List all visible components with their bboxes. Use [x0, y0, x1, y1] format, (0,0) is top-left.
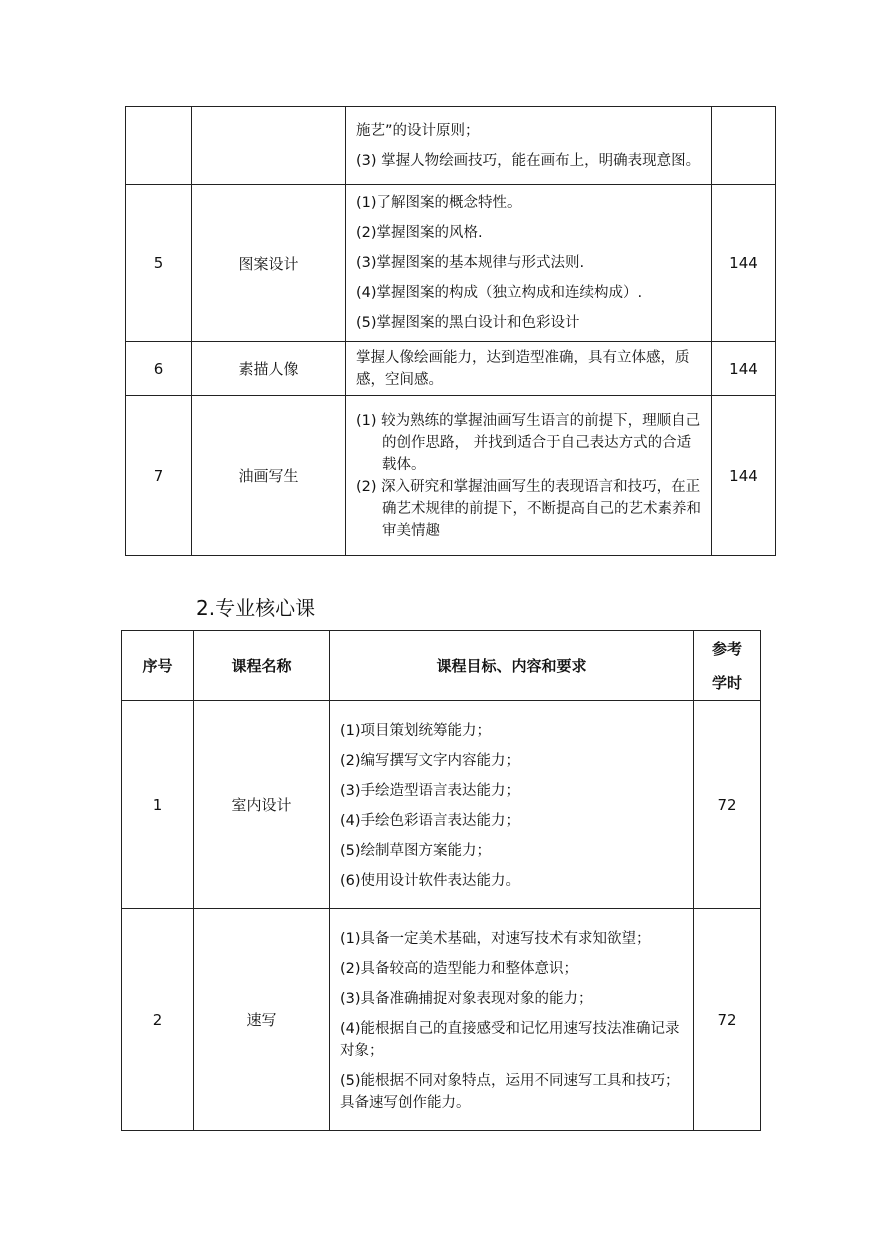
requirement-item: (1)了解图案的概念特性。 — [356, 195, 522, 211]
requirement-item: (1)项目策划统筹能力； — [340, 722, 492, 739]
course-requirements — [346, 185, 712, 342]
table-header-row — [122, 631, 761, 701]
requirement-item: (1)具备一定美术基础，对速写技术有求知欲望； — [340, 930, 651, 947]
header-course-name: 课程名称 — [194, 631, 330, 701]
header-hours-line1: 参考 — [711, 639, 742, 658]
requirement-item: (4)手绘色彩语言表达能力； — [340, 812, 521, 829]
table-row — [126, 396, 776, 556]
course-name: 油画写生 — [192, 396, 346, 556]
table-row — [126, 342, 776, 396]
section-heading: 2.专业核心课 — [196, 596, 316, 620]
requirement-item: (4)能根据自己的直接感受和记忆用速写技法准确记录对象； — [340, 1020, 680, 1059]
header-hours-line2: 学时 — [711, 673, 742, 692]
requirement-item: (4)掌握图案的构成（独立构成和连续构成）. — [356, 285, 643, 301]
row-number: 1 — [122, 701, 194, 909]
course-hours: 144 — [712, 396, 776, 556]
requirement-item: (6)使用设计软件表达能力。 — [340, 872, 521, 889]
course-requirements — [346, 342, 712, 396]
table-row — [122, 909, 761, 1131]
requirement-item: (1) 较为熟练的掌握油画写生语言的前提下，理顺自己的创作思路， 并找到适合于自己表达方式的合适载体。 — [356, 412, 701, 473]
course-hours — [712, 107, 776, 185]
requirement-item: (2) 深入研究和掌握油画写生的表现语言和技巧，在正确艺术规律的前提下，不断提高自己的艺术素养和审美情趣 — [356, 478, 701, 539]
requirement-item: (2)掌握图案的风格. — [356, 225, 483, 241]
course-name: 图案设计 — [192, 185, 346, 342]
course-hours: 72 — [694, 909, 761, 1131]
course-requirements — [330, 909, 694, 1131]
course-hours: 144 — [712, 185, 776, 342]
requirement-item: (3)掌握图案的基本规律与形式法则. — [356, 255, 585, 271]
course-requirements — [346, 396, 712, 556]
requirement-item: (2)编写撰写文字内容能力； — [340, 752, 521, 769]
table-row — [126, 185, 776, 342]
course-name: 素描人像 — [192, 342, 346, 396]
requirement-item: (5)能根据不同对象特点，运用不同速写工具和技巧；具备速写创作能力。 — [340, 1072, 680, 1111]
row-number: 5 — [126, 185, 192, 342]
course-name — [192, 107, 346, 185]
row-number — [126, 107, 192, 185]
table-row — [126, 107, 776, 185]
course-hours: 72 — [694, 701, 761, 909]
requirement-item: (3) 掌握人物绘画技巧，能在画布上，明确表现意图。 — [356, 152, 701, 169]
requirement-item: 施艺”的设计原则； — [356, 122, 480, 139]
requirement-item: 掌握人像绘画能力，达到造型准确，具有立体感，质感，空间感。 — [356, 349, 690, 388]
row-number: 7 — [126, 396, 192, 556]
course-name: 速写 — [194, 909, 330, 1131]
row-number: 2 — [122, 909, 194, 1131]
course-requirements — [346, 107, 712, 185]
requirement-item: (3)手绘造型语言表达能力； — [340, 782, 521, 799]
course-table-continued — [125, 106, 776, 556]
requirement-item: (2)具备较高的造型能力和整体意识； — [340, 960, 579, 977]
header-number: 序号 — [122, 631, 194, 701]
requirement-item: (5)绘制草图方案能力； — [340, 842, 492, 859]
course-name: 室内设计 — [194, 701, 330, 909]
requirement-item: (3)具备准确捕捉对象表现对象的能力； — [340, 990, 593, 1007]
header-hours — [694, 631, 761, 701]
core-course-table — [121, 630, 761, 1131]
header-content: 课程目标、内容和要求 — [330, 631, 694, 701]
table-row — [122, 701, 761, 909]
row-number: 6 — [126, 342, 192, 396]
course-hours: 144 — [712, 342, 776, 396]
requirement-item: (5)掌握图案的黑白设计和色彩设计 — [356, 315, 580, 331]
course-requirements — [330, 701, 694, 909]
